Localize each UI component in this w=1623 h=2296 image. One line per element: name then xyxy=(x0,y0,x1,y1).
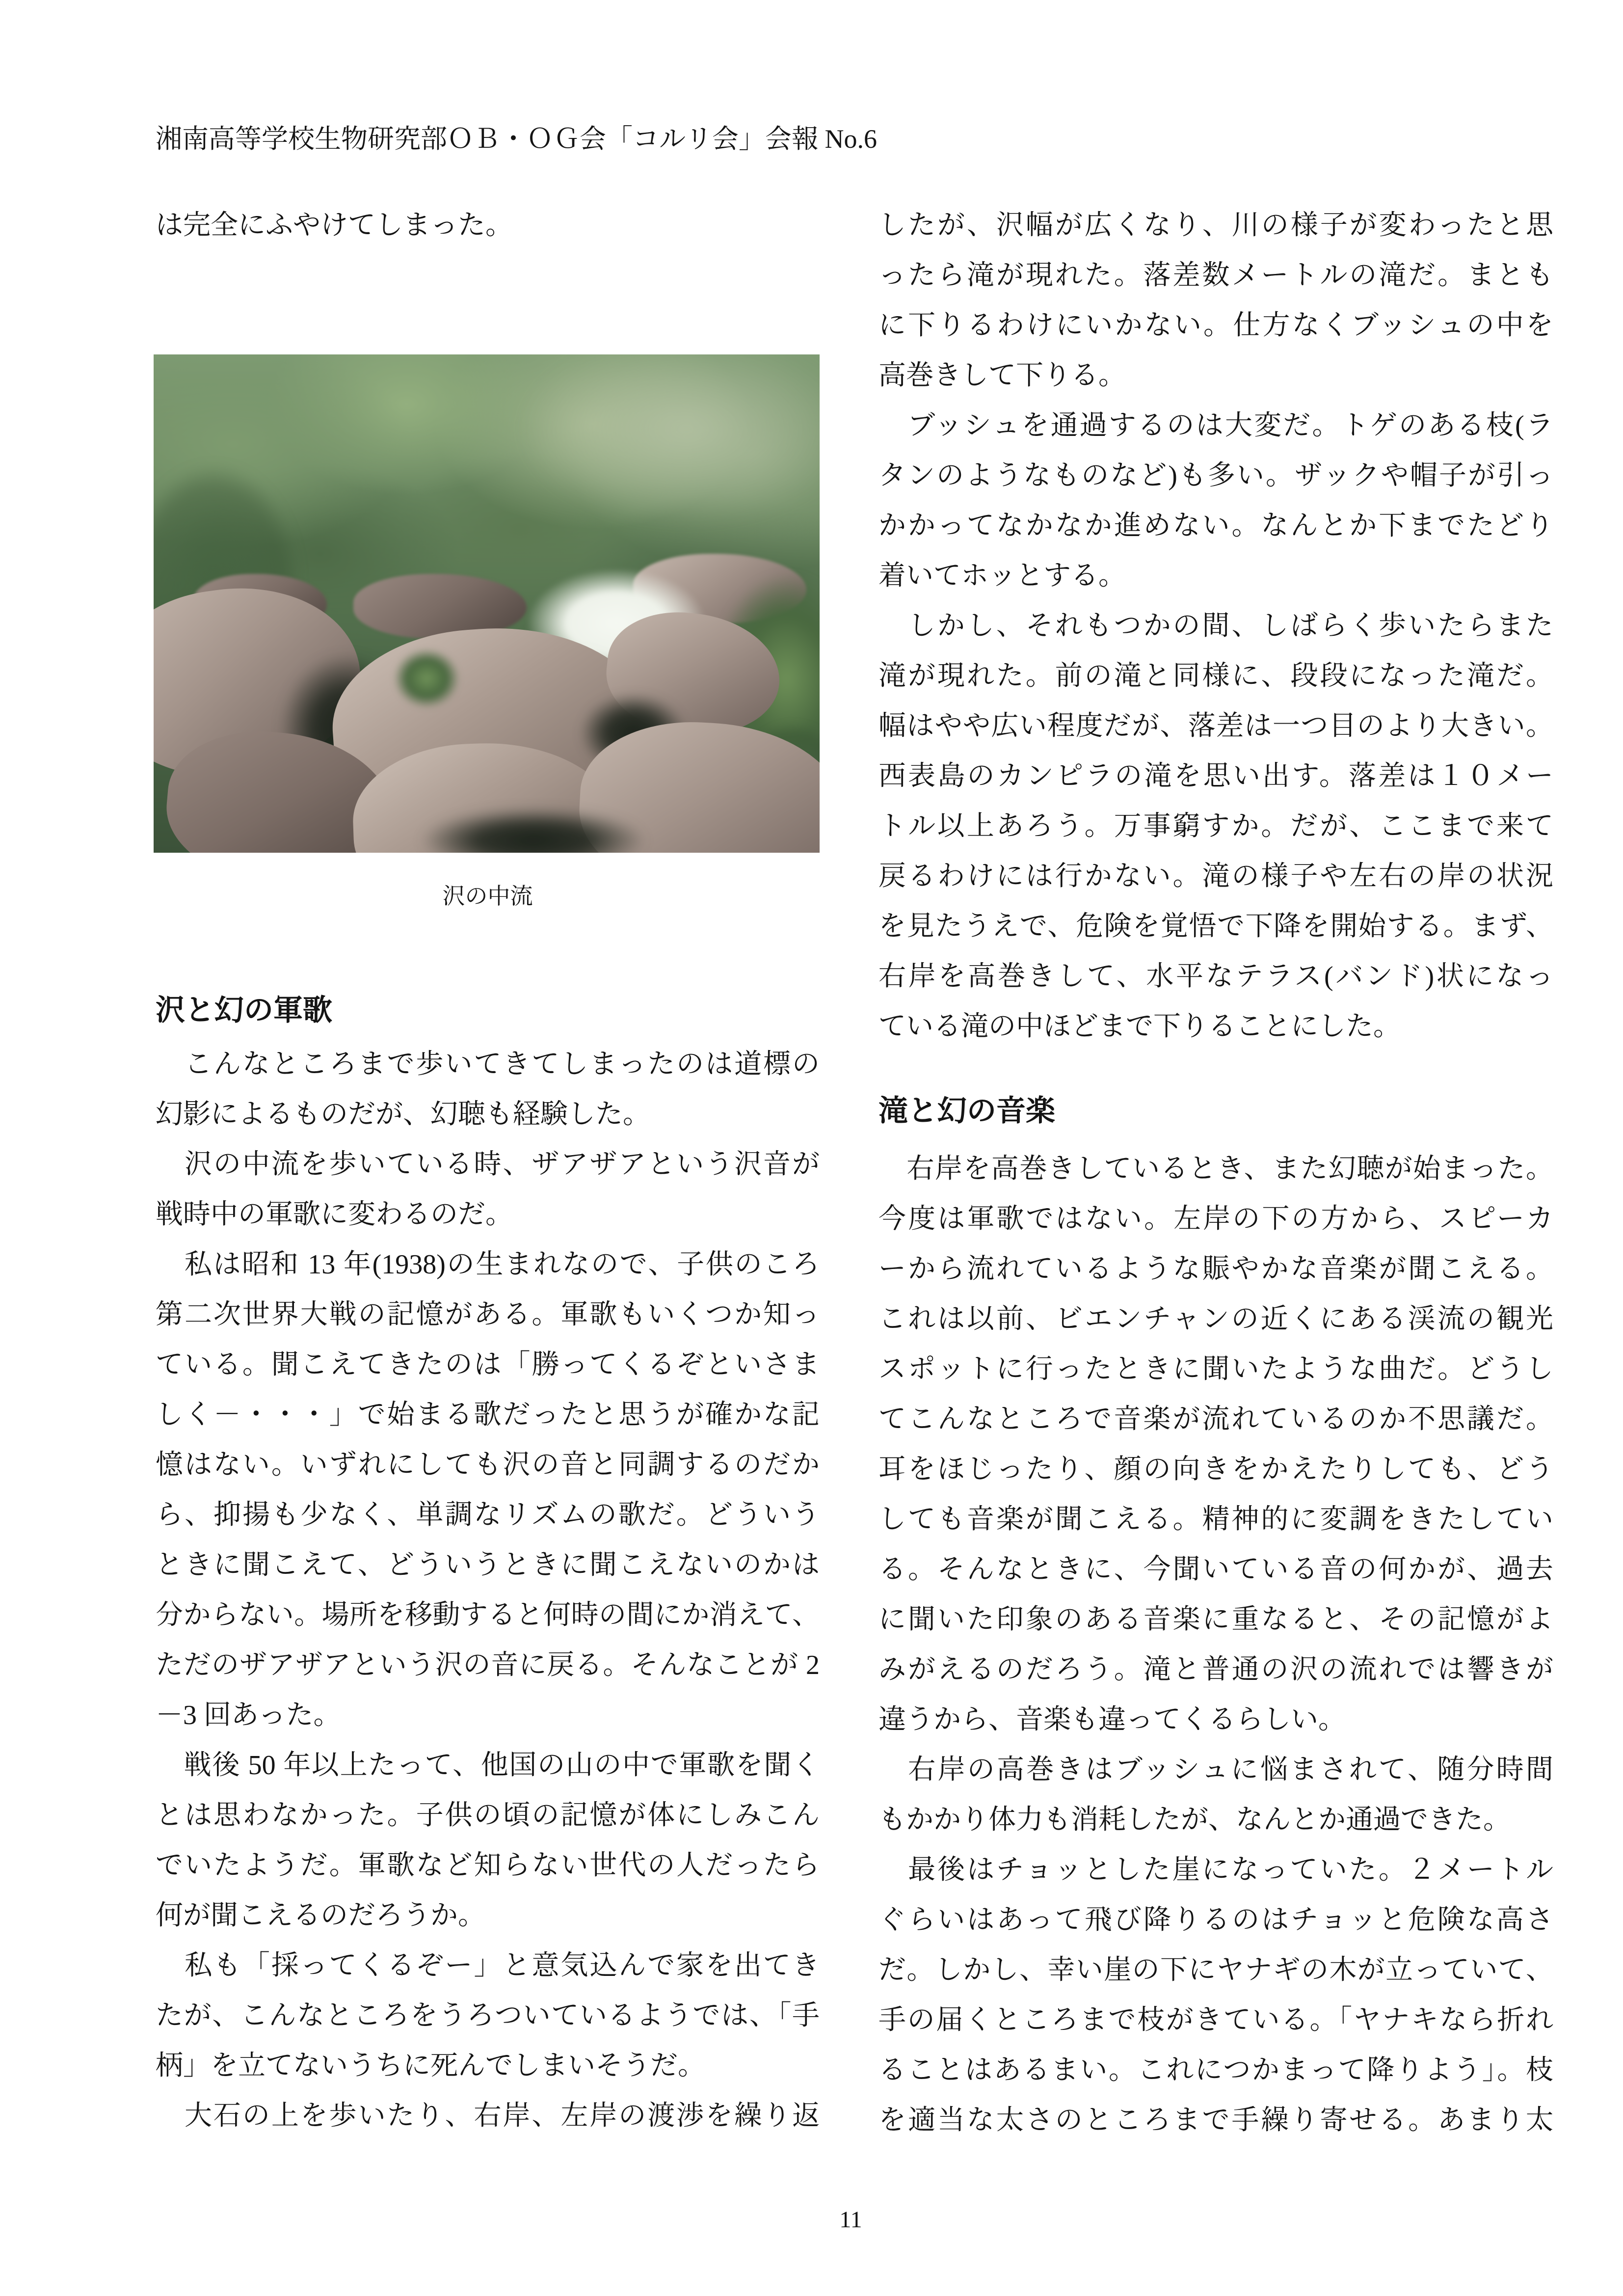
text-line: もかかり体力も消耗したが、なんとか通過できた。 xyxy=(878,1805,1511,1835)
text-line: スポットに行ったときに聞いたような曲だ。どうし xyxy=(878,1354,1553,1384)
text-line: 着いてホッとする。 xyxy=(878,561,1126,591)
right-column xyxy=(878,200,1553,2145)
text-line: しく－・・・」で始まる歌だったと思うが確かな記 xyxy=(156,1400,820,1430)
text-line: に下りるわけにいかない。仕方なくブッシュの中を xyxy=(878,310,1553,341)
text-line: こんなところまで歩いてきてしまったのは道標の xyxy=(156,1049,820,1080)
text-line: したが、沢幅が広くなり、川の様子が変わったと思 xyxy=(878,210,1553,241)
section-heading-gunka: 沢と幻の軍歌 xyxy=(156,994,332,1026)
text-line: 違うから、音楽も違ってくるらしい。 xyxy=(878,1704,1346,1735)
text-line: 高巻きして下りる。 xyxy=(878,360,1126,391)
photo-haze xyxy=(520,354,820,524)
text-line: ることはあるまい。これにつかまって降りよう」。枝 xyxy=(878,2055,1553,2085)
text-line: てこんなところで音楽が流れているのか不思議だ。 xyxy=(878,1404,1553,1434)
right-body-lines-part1 xyxy=(878,200,1553,1052)
text-line: ら、抑揚も少なく、単調なリズムの歌だ。どういう xyxy=(156,1500,820,1530)
text-line: ている。聞こえてきたのは「勝ってくるぞといさま xyxy=(156,1350,820,1380)
text-line: とは思わなかった。子供の頃の記憶が体にしみこん xyxy=(156,1800,820,1831)
text-line: しても音楽が聞こえる。精神的に変調をきたしてい xyxy=(878,1504,1553,1535)
text-line: 手の届くところまで枝がきている。「ヤナキなら折れ xyxy=(878,2005,1553,2035)
text-line: る。そんなときに、今聞いている音の何かが、過去 xyxy=(878,1554,1553,1585)
text-line: 右岸を高巻きしているとき、また幻聴が始まった。 xyxy=(878,1154,1553,1184)
text-line: は完全にふやけてしまった。 xyxy=(156,210,513,241)
text-line: だ。しかし、幸い崖の下にヤナギの木が立っていて、 xyxy=(878,1955,1553,1985)
text-line: ったら滝が現れた。落差数メートルの滝だ。まとも xyxy=(878,260,1553,291)
text-line: ぐらいはあって飛び降りるのはチョッと危険な高さ xyxy=(878,1905,1553,1935)
text-line: 幅はやや広い程度だが、落差は一つ目のより大きい。 xyxy=(878,711,1553,741)
text-line: 滝が現れた。前の滝と同様に、段段になった滝だ。 xyxy=(878,661,1553,691)
text-line: みがえるのだろう。滝と普通の沢の流れでは響きが xyxy=(878,1654,1553,1685)
stream-photo-figure xyxy=(154,354,820,853)
text-line: 耳をほじったり、顔の向きをかえたりしても、どう xyxy=(878,1454,1553,1485)
text-line: 戦後 50 年以上たって、他国の山の中で軍歌を聞く xyxy=(156,1750,820,1781)
text-line: 幻影によるものだが、幻聴も経験した。 xyxy=(156,1099,650,1130)
text-line: 右岸の高巻きはブッシュに悩まされて、随分時間 xyxy=(878,1755,1553,1785)
text-line: 第二次世界大戦の記憶がある。軍歌もいくつか知っ xyxy=(156,1299,820,1330)
text-line: 私は昭和 13 年(1938)の生まれなので、子供のころ xyxy=(156,1249,820,1280)
photo-caption: 沢の中流 xyxy=(442,884,533,909)
text-line: ーから流れているような賑やかな音楽が聞こえる。 xyxy=(878,1254,1553,1284)
text-line: 憶はない。いずれにしても沢の音と同調するのだか xyxy=(156,1450,820,1480)
text-line: しかし、それもつかの間、しばらく歩いたらまた xyxy=(878,611,1553,641)
stream-photo xyxy=(154,354,820,853)
page-header: 湘南高等学校生物研究部ＯＢ・ＯＧ会「コルリ会」会報 No.6 xyxy=(156,124,877,154)
text-line: 私も「採ってくるぞー」と意気込んで家を出てき xyxy=(156,1950,820,1981)
text-line: 何が聞こえるのだろうか。 xyxy=(156,1900,485,1931)
left-opening-lines xyxy=(156,200,820,250)
text-line: に聞いた印象のある音楽に重なると、その記憶がよ xyxy=(878,1604,1553,1635)
text-line: 最後はチョッとした崖になっていた。２メートル xyxy=(878,1855,1553,1885)
text-line: ただのザアザアという沢の音に戻る。そんなことが 2 xyxy=(156,1650,820,1680)
text-line: でいたようだ。軍歌など知らない世代の人だったら xyxy=(156,1850,820,1881)
text-line: 今度は軍歌ではない。左岸の下の方から、スピーカ xyxy=(878,1204,1553,1234)
text-line: 分からない。場所を移動すると何時の間にか消えて、 xyxy=(156,1600,820,1630)
section-heading-ongaku: 滝と幻の音楽 xyxy=(878,1094,1055,1127)
text-line: 大石の上を歩いたり、右岸、左岸の渡渉を繰り返 xyxy=(156,2101,820,2131)
left-body-lines xyxy=(156,1039,820,2141)
text-line: これは以前、ビエンチャンの近くにある渓流の観光 xyxy=(878,1304,1553,1334)
text-line: タンのようなものなど)も多い。ザックや帽子が引っ xyxy=(878,460,1553,491)
text-line: トル以上あろう。万事窮すか。だが、ここまで来て xyxy=(878,811,1553,841)
text-line: ている滝の中ほどまで下りることにした。 xyxy=(878,1011,1401,1042)
text-line: 右岸を高巻きして、水平なテラス(バンド)状になっ xyxy=(878,961,1553,992)
page-number: 11 xyxy=(839,2207,862,2233)
text-line: 西表島のカンピラの滝を思い出す。落差は１０メー xyxy=(878,761,1553,791)
text-line: たが、こんなところをうろついているようでは、「手 xyxy=(156,2000,820,2031)
text-line: かかってなかなか進めない。なんとか下までたどり xyxy=(878,511,1553,541)
text-line: －3 回あった。 xyxy=(156,1700,341,1730)
text-line: 沢の中流を歩いている時、ザアザアという沢音が xyxy=(156,1149,820,1180)
right-body-lines-part2 xyxy=(878,1144,1553,2145)
text-line: 戦時中の軍歌に変わるのだ。 xyxy=(156,1199,513,1230)
text-line: 柄」を立てないうちに死んでしまいそうだ。 xyxy=(156,2051,705,2081)
text-line: ときに聞こえて、どういうときに聞こえないのかは xyxy=(156,1550,820,1580)
left-column xyxy=(156,200,820,2141)
photo-bush-on-rock xyxy=(394,648,460,708)
text-line: 戻るわけには行かない。滝の様子や左右の岸の状況 xyxy=(878,861,1553,891)
text-line: を見たうえで、危険を覚悟で下降を開始する。まず、 xyxy=(878,911,1553,942)
text-line: を適当な太さのところまで手繰り寄せる。あまり太 xyxy=(878,2105,1553,2135)
text-line: ブッシュを通過するのは大変だ。トゲのある枝(ラ xyxy=(878,410,1553,441)
